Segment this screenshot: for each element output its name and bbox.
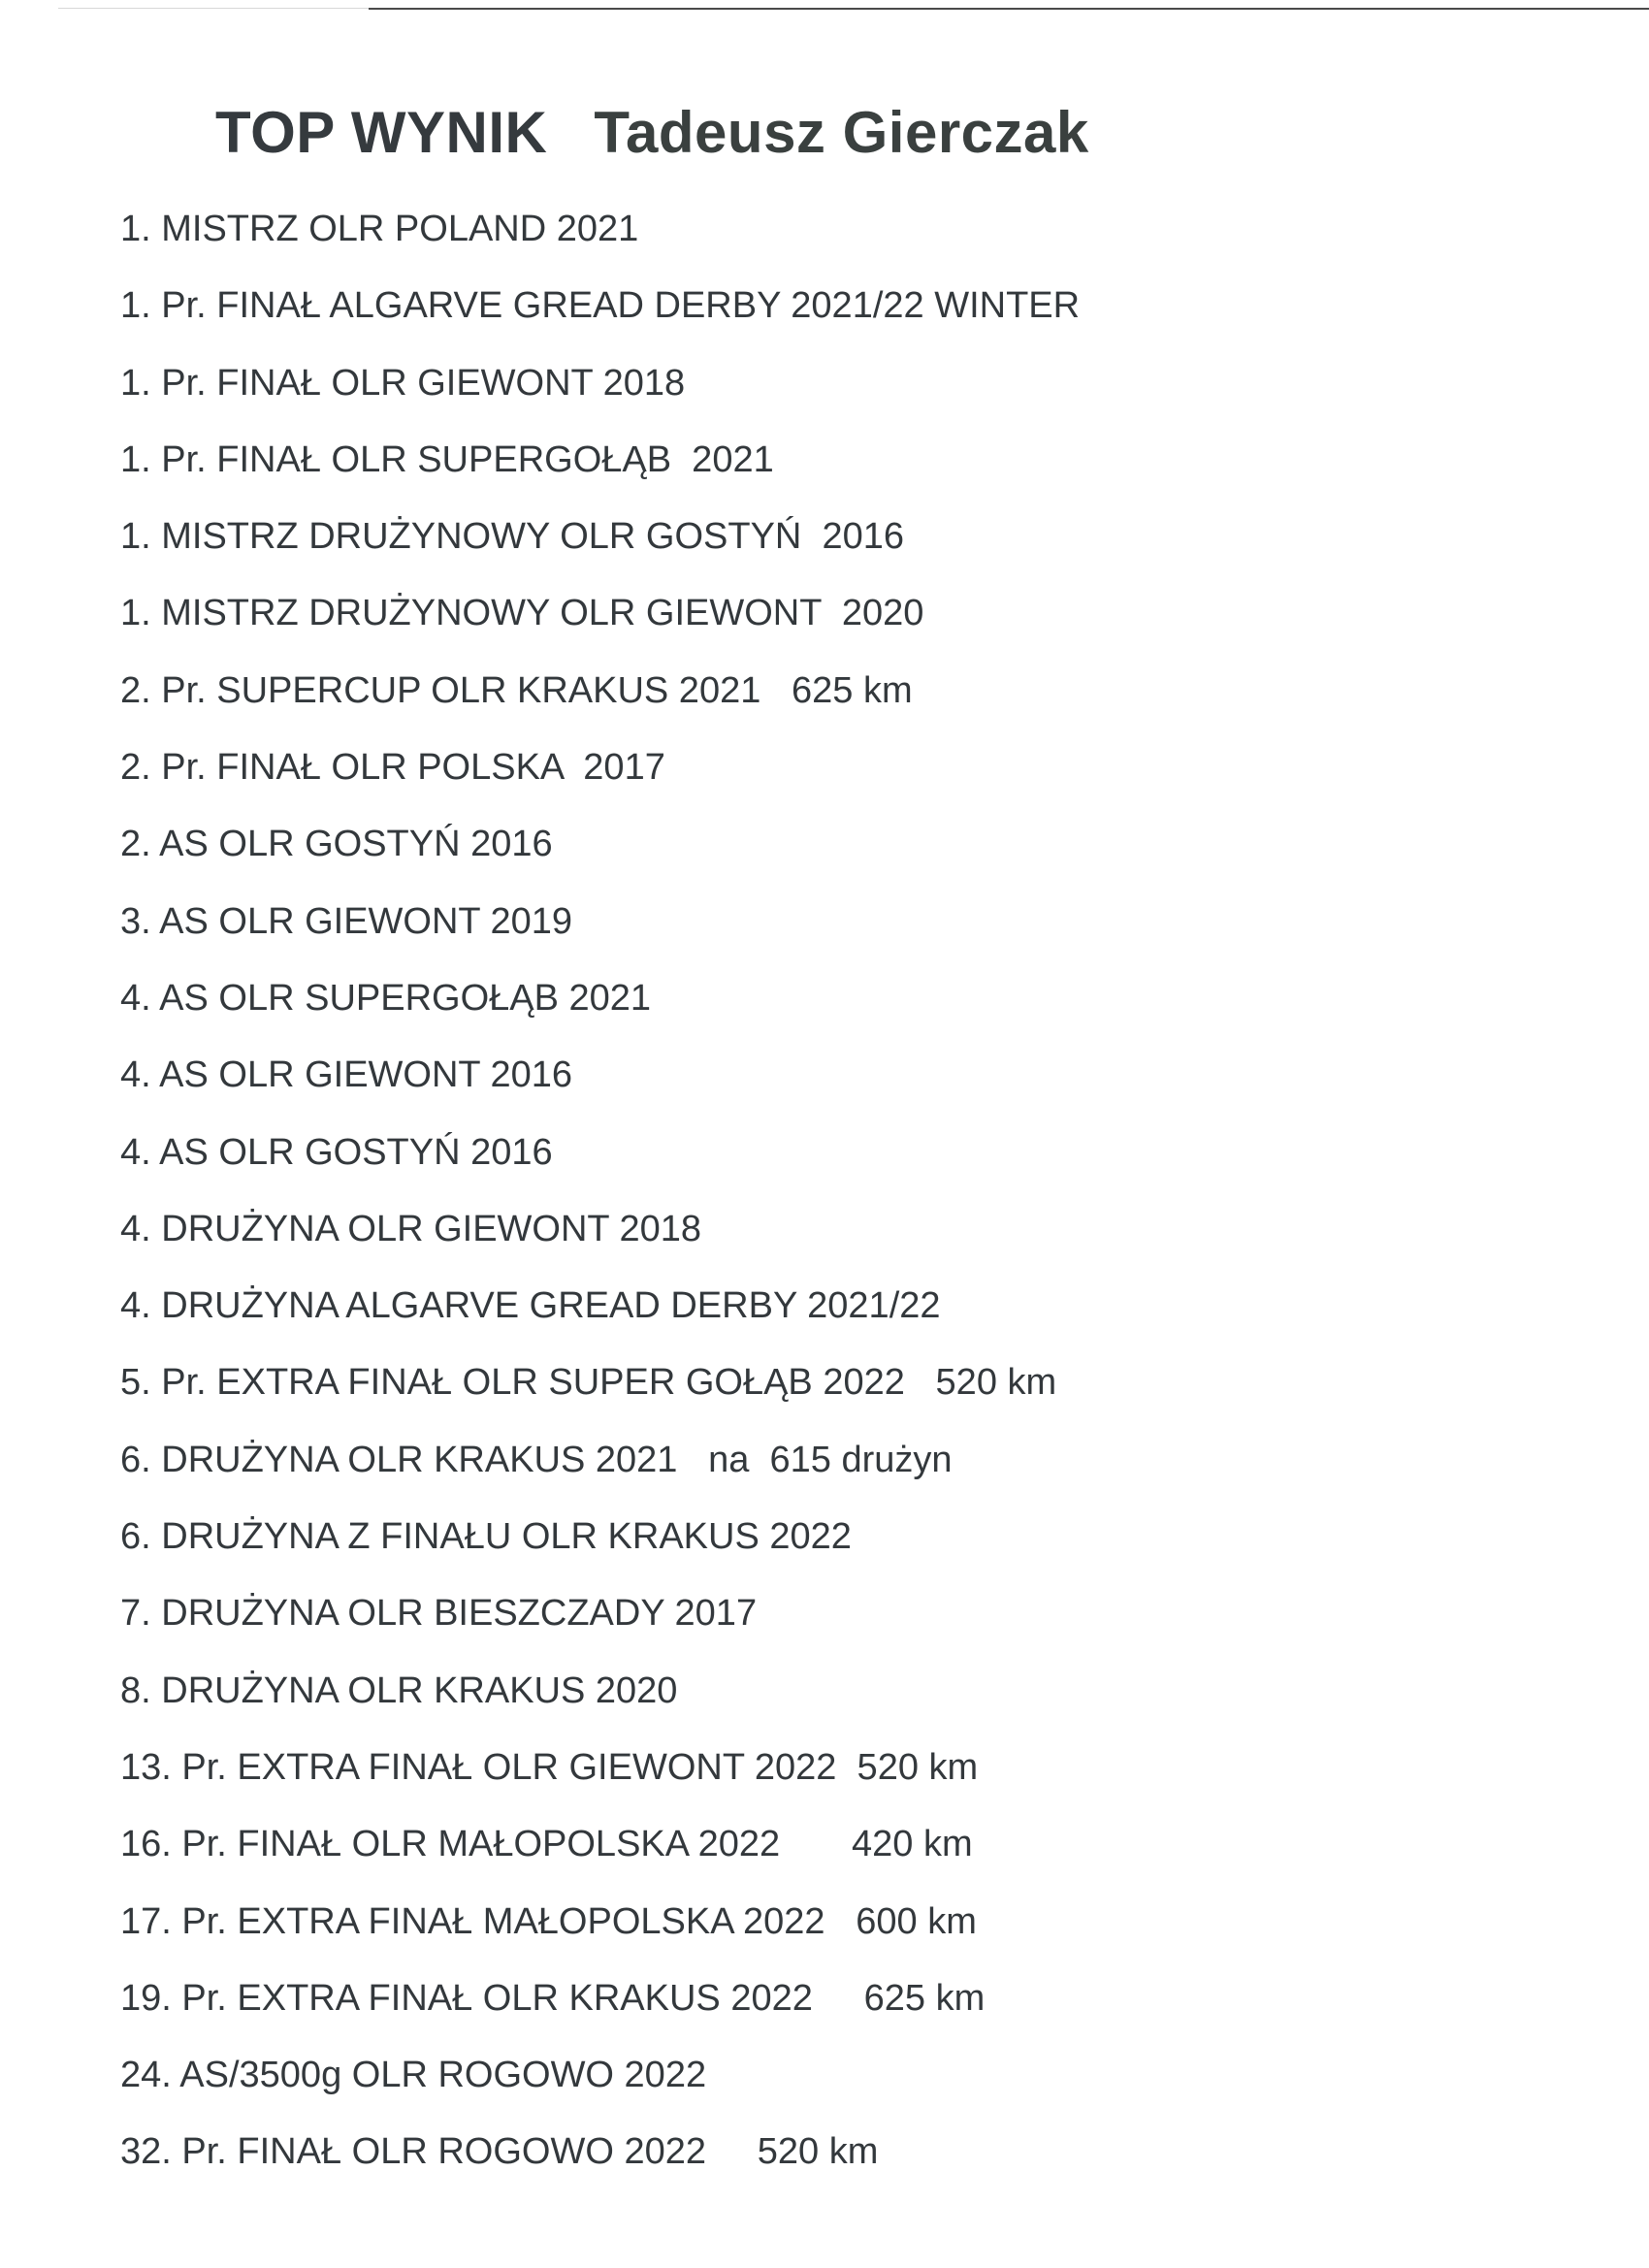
result-item: 4. AS OLR GOSTYŃ 2016 <box>120 1131 553 1173</box>
result-item: 1. MISTRZ DRUŻYNOWY OLR GOSTYŃ 2016 <box>120 516 905 558</box>
result-item: 1. MISTRZ DRUŻYNOWY OLR GIEWONT 2020 <box>120 593 924 634</box>
result-item: 2. Pr. FINAŁ OLR POLSKA 2017 <box>120 747 665 789</box>
result-item: 6. DRUŻYNA OLR KRAKUS 2021 na 615 drużyn <box>120 1439 953 1480</box>
result-item: 17. Pr. EXTRA FINAŁ MAŁOPOLSKA 2022 600 km <box>120 1900 977 1942</box>
result-item: 16. Pr. FINAŁ OLR MAŁOPOLSKA 2022 420 km <box>120 1824 973 1865</box>
scan-edge-line <box>369 8 1649 10</box>
result-item: 24. AS/3500g OLR ROGOWO 2022 <box>120 2055 707 2096</box>
result-item: 4. DRUŻYNA OLR GIEWONT 2018 <box>120 1208 702 1249</box>
result-item: 1. Pr. FINAŁ OLR GIEWONT 2018 <box>120 362 686 404</box>
result-item: 1. Pr. FINAŁ OLR SUPERGOŁĄB 2021 <box>120 438 774 480</box>
result-item: 32. Pr. FINAŁ OLR ROGOWO 2022 520 km <box>120 2131 879 2173</box>
result-item: 3. AS OLR GIEWONT 2019 <box>120 900 573 942</box>
results-list <box>120 202 1080 2202</box>
result-item: 4. AS OLR SUPERGOŁĄB 2021 <box>120 977 652 1019</box>
title-main: TOP WYNIK <box>215 100 548 165</box>
result-item: 8. DRUŻYNA OLR KRAKUS 2020 <box>120 1669 678 1711</box>
result-item: 4. AS OLR GIEWONT 2016 <box>120 1054 573 1096</box>
title-name: Tadeusz Gierczak <box>594 100 1089 165</box>
result-item: 5. Pr. EXTRA FINAŁ OLR SUPER GOŁĄB 2022 520 km <box>120 1362 1057 1404</box>
result-item: 1. Pr. FINAŁ ALGARVE GREAD DERBY 2021/22 WINTER <box>120 285 1081 327</box>
result-item: 4. DRUŻYNA ALGARVE GREAD DERBY 2021/22 <box>120 1285 941 1327</box>
result-item: 1. MISTRZ OLR POLAND 2021 <box>120 209 639 249</box>
result-item: 2. AS OLR GOSTYŃ 2016 <box>120 824 553 865</box>
scan-edge-line-faint <box>58 8 369 9</box>
result-item: 2. Pr. SUPERCUP OLR KRAKUS 2021 625 km <box>120 669 913 711</box>
result-item: 19. Pr. EXTRA FINAŁ OLR KRAKUS 2022 625 km <box>120 1977 986 2019</box>
result-item: 6. DRUŻYNA Z FINAŁU OLR KRAKUS 2022 <box>120 1516 852 1558</box>
page-title <box>215 99 1089 166</box>
result-item: 13. Pr. EXTRA FINAŁ OLR GIEWONT 2022 520 km <box>120 1746 979 1788</box>
result-item: 7. DRUŻYNA OLR BIESZCZADY 2017 <box>120 1593 758 1635</box>
